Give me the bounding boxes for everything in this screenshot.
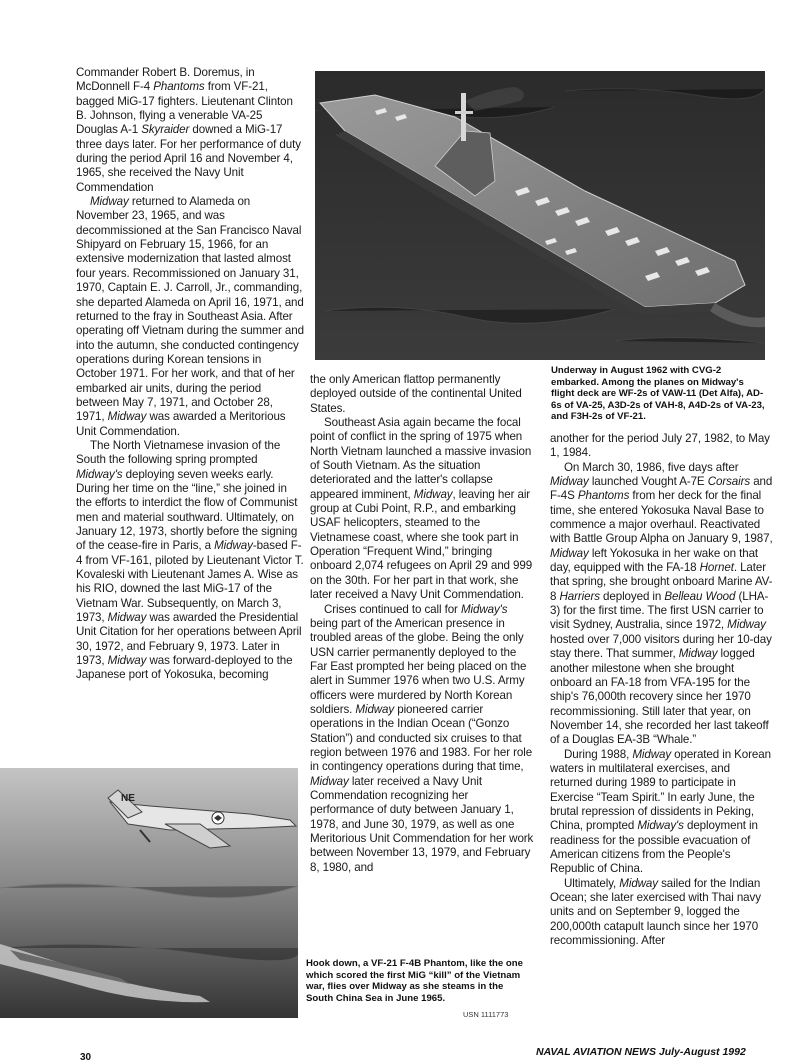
italic-text: Corsairs (707, 475, 751, 489)
article-column-1 (76, 66, 304, 683)
text-run: Crises continued to call for (324, 602, 461, 616)
italic-text: Harriers (559, 589, 600, 603)
phantom-photo-caption: Hook down, a VF-21 F-4B Phantom, like the one which scored the first MiG “kill” of the Vietnam war, flies over Midway as she steams in the South China Sea in June 1965. (306, 958, 523, 1004)
text-run: the only American flattop permanently deployed outside of the continental United States. (310, 373, 522, 415)
phantom-photo (0, 768, 298, 1018)
carrier-illustration (315, 71, 765, 360)
text-run: later received a Navy Unit Commendation recognizing her performance of duty between January 1, 1978, and June 30, 1979, as well as one Meritorious Unit Commendation for her work between November 13, 1979, and February 8, 1980, and (310, 774, 534, 874)
text-run: another for the period July 27, 1982, to May 1, 1984. (550, 432, 770, 460)
paragraph (76, 439, 304, 683)
text-run: and F-4S (550, 475, 773, 503)
text-run: sailed for the Indian Ocean; she later exercised with Thai navy units and on September 9, logged the 200,000th catapult launch since her 1970 recommissioning. After (550, 876, 761, 948)
text-run: was awarded the Presidential Unit Citation for her operations between April 30, 1972, and February 9, 1973. Later in 1973, (76, 611, 302, 668)
italic-text: Midway's (460, 602, 508, 616)
paragraph (310, 373, 534, 416)
paragraph (76, 195, 304, 439)
italic-text: Midway (107, 611, 147, 625)
text-run: pioneered carrier operations in the Indian Ocean (“Gonzo Station”) and conducted six cruises to that region between 1976 and 1983. For her role in contingency operations during that time, (310, 702, 533, 774)
italic-text: Belleau Wood (664, 589, 736, 603)
text-run: deploying seven weeks early. During her time on the “line,” she joined in the efforts to interdict the flow of Communist men and material southward. Ultimately, on January 12, 1973, shortly before the signing of the cease-fire in Paris, a (76, 467, 298, 553)
phantom-illustration (0, 768, 298, 1018)
photo-credit: USN 1111773 (463, 1010, 509, 1019)
text-run: Commander Robert B. Doremus, in McDonnell F-4 (76, 66, 255, 94)
italic-text: Midway's (76, 467, 123, 481)
text-run: downed a MiG-17 three days later. For her performance of duty during the period April 16 and November 4, 1965, she received the Navy Unit Commendation (76, 123, 301, 194)
italic-text: Midway (413, 487, 453, 501)
italic-text: Midway (678, 647, 718, 661)
text-run: . Later that spring, she brought onboard Marine AV-8 (550, 561, 773, 603)
paragraph (550, 461, 774, 748)
italic-text: Hornet (699, 561, 734, 575)
text-run: Southeast Asia again became the focal point of conflict in the spring of 1975 when North Vietnam launched a massive invasion of South Vietnam. As the situation deteriorated and the latter's collapse appeared imminent, (310, 416, 532, 501)
italic-text: Midway (90, 195, 129, 209)
text-run: operated in Korean waters in multilateral exercises, and returned during 1989 to participate in Exercise “Team Spirit.” In early June, the brutal repression of dissidents in Peking, China, prompted (550, 747, 771, 833)
italic-text: Skyraider (141, 123, 190, 137)
italic-text: Midway (550, 546, 589, 560)
page-number: 30 (80, 1052, 92, 1063)
italic-text: Midway (214, 539, 253, 553)
text-run: being part of the American presence in troubled areas of the globe. Being the only USN carrier permanently deployed to the Far East prompted her being placed on the alert in Summer 1976 when two U.S. Army officers were murdered by North Korean soldiers. (310, 616, 527, 716)
paragraph (310, 603, 534, 876)
text-run: deployed in (599, 589, 665, 603)
text-run: (LHA-3) for the first time. The first USN carrier to visit Sydney, Australia, since 1972, (550, 589, 769, 632)
carrier-photo-caption: Underway in August 1962 with CVG-2 embarked. Among the planes on Midway's flight deck are WF-2s of VAW-11 (Det Alfa), AD-6s of VA-25, A3D-2s of VAH-8, A4D-2s of VA-23, and F3H-2s of VF-21. (551, 365, 765, 423)
text-run: from her deck for the final time, she entered Yokosuka Naval Base to commence a major overhaul. Reactivated with Battle Group Alpha on January 9, 1987, (550, 489, 773, 546)
text-run: was forward-deployed to the Japanese port of Yokosuka, becoming (76, 654, 293, 682)
italic-text: Midway (619, 876, 658, 890)
paragraph (550, 432, 774, 461)
text-run: The North Vietnamese invasion of the South the following spring prompted (76, 438, 281, 467)
italic-text: Midway's (637, 819, 684, 833)
article-column-2 (310, 373, 534, 875)
text-run: hosted over 7,000 visitors during her 10-day stay there. That summer, (550, 632, 772, 661)
italic-text: Midway (355, 702, 395, 716)
paragraph (310, 416, 534, 602)
italic-text: Midway (632, 747, 672, 761)
text-run: launched Vought A-7E (588, 475, 708, 489)
text-run: logged another milestone when she brought onboard an FA-18 from VFA-195 for the ship's 76,000th recovery since her 1970 recommissioning. Still later that year, on November 14, she recorded her last takeoff of a Douglas EA-3B “Whale.” (550, 647, 769, 747)
text-run: On March 30, 1986, five days after (564, 460, 739, 474)
text-run: was awarded a Meritorious Unit Commendation. (76, 410, 286, 438)
italic-text: Midway (310, 774, 349, 788)
text-run: deployment in readiness for the possible evacuation of American citizens from the People's Republic of China. (550, 819, 758, 876)
text-run: returned to Alameda on November 23, 1965, and was decommissioned at the San Francisco Naval Shipyard on February 15, 1966, for an extensive modernization that lasted almost four years. Recommissioned on January 31, 1970, Captain E. J. Carroll, Jr., commanding, she departed Alameda on April 16, 1971, and returned to the fray in Southeast Asia. After operating off Vietnam during the summer and into the autumn, she conducted contingency operations during Korean tensions in October 1971. For her work, and that of her embarked air units, during the period between May 7, 1971, and October 28, 1971, (76, 195, 304, 424)
paragraph (550, 877, 774, 949)
text-run: Ultimately, (564, 876, 620, 890)
article-column-3 (550, 432, 774, 948)
text-run: -based F-4 from VF-161, piloted by Lieutenant Victor T. Kovaleski with Lieutenant James A. Wise as his RIO, downed the last MiG-17 of the Vietnam War. Subsequently, on March 3, 1973, (76, 539, 304, 625)
text-run: , leaving her air group at Cubi Point, R.P., and embarking USAF helicopters, steamed to the Vietnamese coast, where she took part in Operation “Frequent Wind,” bringing onboard 2,074 refugees on April 29 and 999 on the 30th. For her part in that work, she later received a Navy Unit Commendation. (310, 487, 533, 602)
italic-text: Phantoms (153, 80, 205, 94)
text-run: During 1988, (564, 747, 633, 761)
text-run: left Yokosuka in her wake on that day, equipped with the FA-18 (550, 546, 759, 575)
publication-footer: NAVAL AVIATION NEWS July-August 1992 (536, 1046, 746, 1058)
italic-text: Midway (107, 410, 147, 424)
italic-text: Midway (107, 654, 147, 668)
carrier-photo (315, 71, 765, 360)
paragraph (76, 66, 304, 195)
tail-code-text: NE (121, 793, 135, 804)
italic-text: Phantoms (577, 489, 630, 503)
italic-text: Midway (727, 618, 766, 632)
paragraph (550, 748, 774, 877)
italic-text: Midway (550, 475, 589, 489)
text-run: from VF-21, bagged MiG-17 fighters. Lieutenant Clinton B. Johnson, flying a venerable VA-25 Douglas A-1 (76, 80, 293, 137)
